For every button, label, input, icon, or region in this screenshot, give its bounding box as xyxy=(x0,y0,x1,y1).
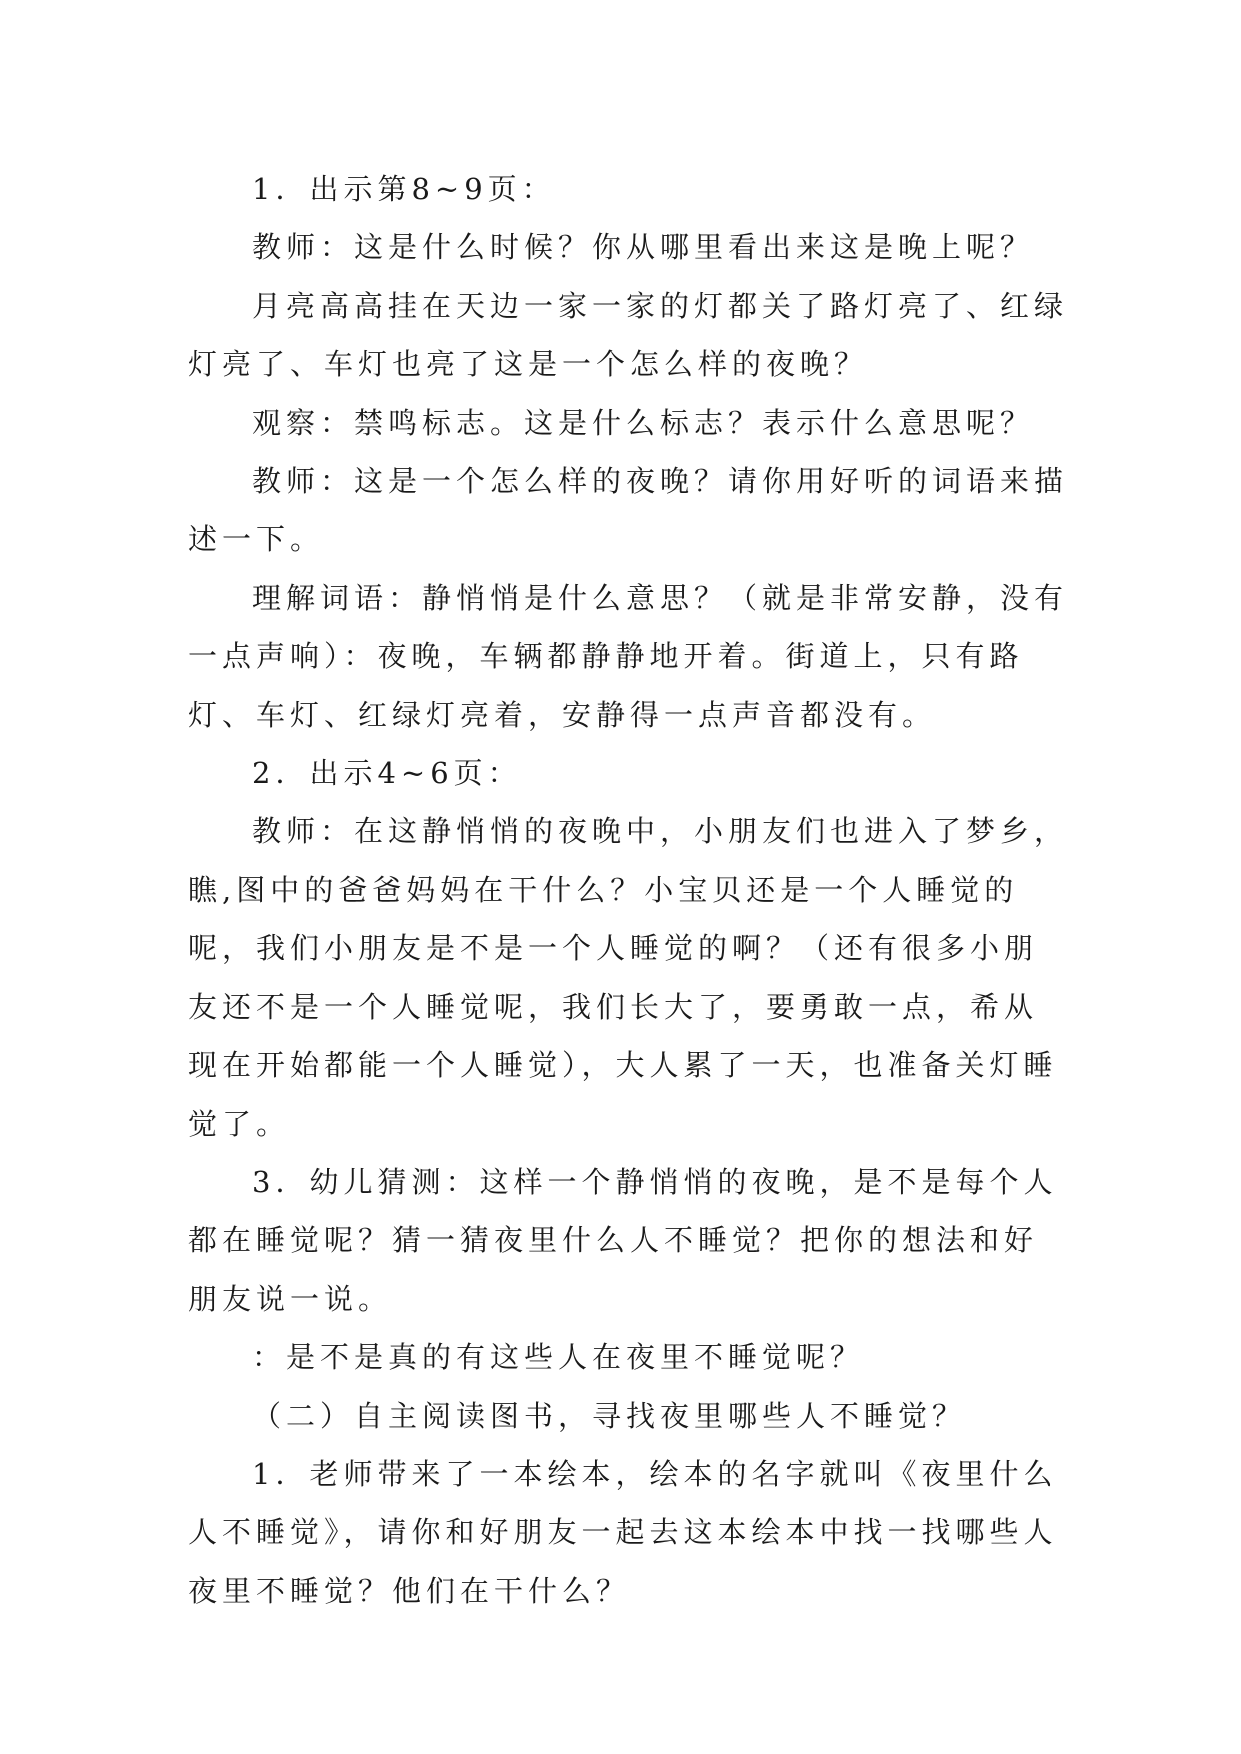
paragraph: （二）自主阅读图书，寻找夜里哪些人不睡觉？ xyxy=(252,1398,967,1433)
paragraph: 3．幼儿猜测：这样一个静悄悄的夜晚，是不是每个人都在睡觉呢？猜一猜夜里什么人不睡觉？把你的想法和好朋友说一说。 xyxy=(188,1164,1058,1316)
paragraph: 教师：这是一个怎么样的夜晚？请你用好听的词语来描述一下。 xyxy=(188,464,1069,557)
paragraph: 月亮高高挂在天边一家一家的灯都关了路灯亮了、红绿灯亮了、车灯也亮了这是一个怎么样的夜晚？ xyxy=(188,288,1069,382)
paragraph: 1．出示第8~9页： xyxy=(252,172,556,206)
paragraph: 观察：禁鸣标志。这是什么标志？表示什么意思呢？ xyxy=(252,405,1035,440)
paragraph: 教师：在这静悄悄的夜晚中，小朋友们也进入了梦乡，瞧,图中的爸爸妈妈在干什么？小宝贝还是一个人睡觉的呢，我们小朋友是不是一个人睡觉的啊？（还有很多小朋友还不是一个人睡觉呢，我们长大了，要勇敢一点，希从现在开始都能一个人睡觉），大人累了一天，也准备关灯睡觉了。 xyxy=(188,814,1069,1141)
paragraph: 1．老师带来了一本绘本，绘本的名字就叫《夜里什么人不睡觉》，请你和好朋友一起去这本绘本中找一找哪些人夜里不睡觉？他们在干什么？ xyxy=(188,1456,1058,1608)
document-body xyxy=(188,160,1068,1620)
paragraph: ：是不是真的有这些人在夜里不睡觉呢？ xyxy=(252,1340,865,1375)
paragraph: 理解词语：静悄悄是什么意思？（就是非常安静，没有一点声响）：夜晚，车辆都静静地开着。街道上，只有路灯、车灯、红绿灯亮着，安静得一点声音都没有。 xyxy=(188,580,1069,732)
paragraph: 2．出示4~6页： xyxy=(252,756,522,791)
paragraph: 教师：这是什么时候？你从哪里看出来这是晚上呢？ xyxy=(252,230,1035,265)
